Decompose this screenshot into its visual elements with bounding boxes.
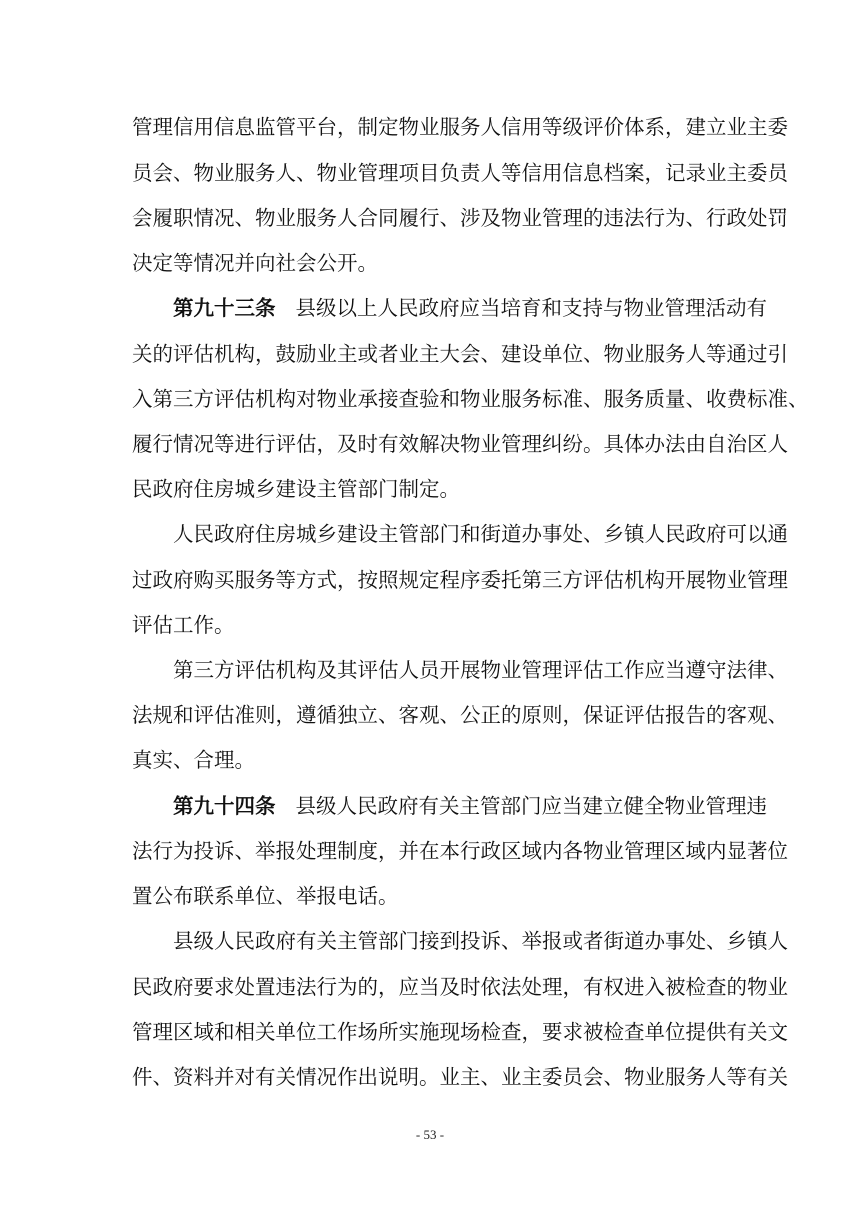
text-line: 入第三方评估机构对物业承接查验和物业服务标准、服务质量、收费标准、 xyxy=(132,387,809,411)
text-run: 县级人民政府有关主管部门应当建立健全物业管理违 xyxy=(295,794,767,818)
text-line: 人民政府住房城乡建设主管部门和街道办事处、乡镇人民政府可以通 xyxy=(173,522,788,546)
text-line: 真实、合理。 xyxy=(132,748,255,772)
text-line: 法规和评估准则，遵循独立、客观、公正的原则，保证评估报告的客观、 xyxy=(132,703,788,727)
article-heading: 第九十四条 xyxy=(173,794,276,818)
text-line: 关的评估机构，鼓励业主或者业主大会、建设单位、物业服务人等通过引 xyxy=(132,342,788,366)
article-heading: 第九十三条 xyxy=(173,296,276,320)
text-line: 履行情况等进行评估，及时有效解决物业管理纠纷。具体办法由自治区人 xyxy=(132,432,788,456)
text-line: 会履职情况、物业服务人合同履行、涉及物业管理的违法行为、行政处罚 xyxy=(132,206,788,230)
text-line: 管理信用信息监管平台，制定物业服务人信用等级评价体系，建立业主委 xyxy=(132,115,788,139)
text-line: 员会、物业服务人、物业管理项目负责人等信用信息档案，记录业主委员 xyxy=(132,161,788,185)
text-line: 件、资料并对有关情况作出说明。业主、业主委员会、物业服务人等有关 xyxy=(132,1065,788,1089)
text-line: 评估工作。 xyxy=(132,613,235,637)
text-line: 过政府购买服务等方式，按照规定程序委托第三方评估机构开展物业管理 xyxy=(132,568,788,592)
page-number: - 53 - xyxy=(415,1127,445,1142)
text-line: 置公布联系单位、举报电话。 xyxy=(132,884,399,908)
text-line: 第三方评估机构及其评估人员开展物业管理评估工作应当遵守法律、 xyxy=(173,658,788,682)
text-line: 法行为投诉、举报处理制度，并在本行政区域内各物业管理区域内显著位 xyxy=(132,839,788,863)
article-93-first-line xyxy=(173,291,767,325)
text-line: 民政府要求处置违法行为的，应当及时依法处理，有权进入被检查的物业 xyxy=(132,975,788,999)
text-line: 县级人民政府有关主管部门接到投诉、举报或者街道办事处、乡镇人 xyxy=(173,929,788,953)
text-line: 民政府住房城乡建设主管部门制定。 xyxy=(132,477,460,501)
article-94-first-line xyxy=(173,789,767,823)
text-line: 管理区域和相关单位工作场所实施现场检查，要求被检查单位提供有关文 xyxy=(132,1020,788,1044)
text-run: 县级以上人民政府应当培育和支持与物业管理活动有 xyxy=(295,296,767,320)
text-line: 决定等情况并向社会公开。 xyxy=(132,251,378,275)
